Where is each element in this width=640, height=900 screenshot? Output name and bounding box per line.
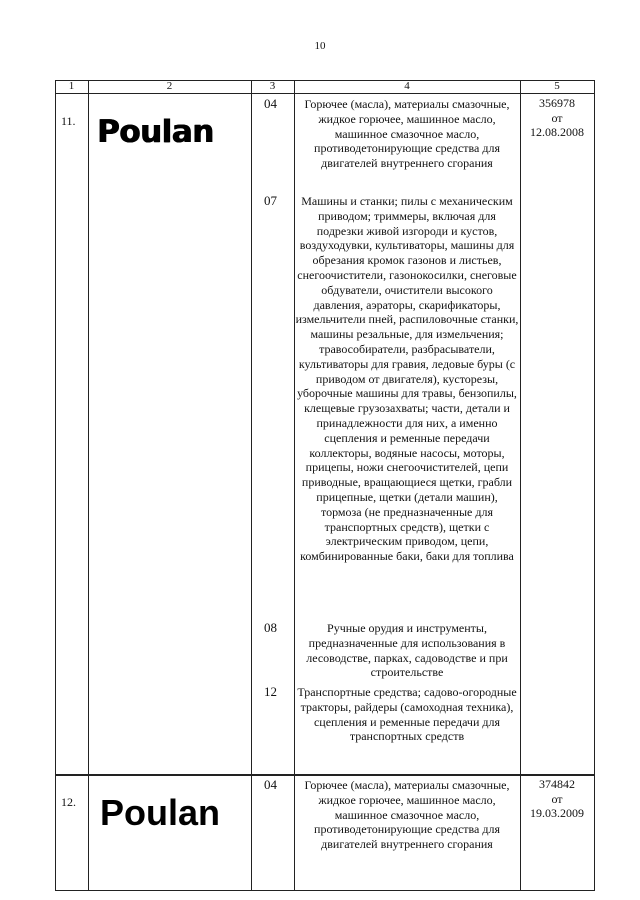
registration-from: от	[551, 791, 563, 806]
header-bottom-border	[55, 93, 595, 94]
class-code: 04	[264, 96, 277, 111]
column-header: 5	[554, 80, 560, 92]
registration-from: от	[551, 110, 563, 125]
table-bottom-border	[55, 890, 595, 891]
class-code: 07	[264, 193, 277, 208]
page-number: 10	[314, 40, 326, 52]
col-border	[251, 80, 252, 891]
registration-info	[521, 777, 593, 821]
poulan-logo: Poulan	[97, 114, 214, 150]
class-code: 08	[264, 620, 277, 635]
row-separator	[55, 774, 595, 776]
trademark-table	[55, 80, 595, 891]
col-border	[88, 80, 89, 891]
column-header: 3	[269, 80, 276, 92]
column-header: 4	[404, 80, 410, 92]
goods-description: Горючее (масла), материалы смазочные, жидкое горючее, машинное масло, машинное смазочное масло, противодетонирующие средства для двигателей внутреннего сгорания	[304, 97, 510, 171]
goods-description: Транспортные средства; садово-огородные тракторы, райдеры (самоходная техника), сцепления и ременные передачи для транспортных средств	[297, 685, 517, 744]
registration-number: 374842	[539, 777, 575, 791]
goods-description: Горючее (масла), материалы смазочные, жидкое горючее, машинное масло, машинное смазочное масло, противодетонирующие средства для двигателей внутреннего сгорания	[304, 778, 510, 852]
class-code: 12	[264, 684, 277, 699]
registration-date: 19.03.2009	[530, 806, 584, 821]
col-border	[520, 80, 521, 891]
class-code: 04	[264, 777, 277, 792]
row-number: 12.	[61, 795, 76, 809]
registration-info	[521, 96, 593, 140]
col-border	[55, 80, 56, 891]
registration-date: 12.08.2008	[530, 125, 584, 140]
column-header: 2	[166, 80, 173, 92]
goods-description: Машины и станки; пилы с механическим приводом; триммеры, включая для подрезки живой изгороди и кустов, воздуходувки, культиваторы, машины для обрезания кромок газонов и листьев, снегоочистители, газонокосилки, снеговые обдуватели, очистители высокого давления, аэраторы, скарификаторы, измельчители пней, распиловочные станки, машины резальные, для измельчения; травособиратели, разбрасыватели, культиваторы для гравия, ледовые буры (с приводом от двигателя), кусторезы, уборочные машины для травы, бензопилы, клещевые грузозахваты; части, детали и принадлежности для них, а именно сцепления и ременные передачи коллекторы, водяные насосы, моторы, прицепы, ножи снегоочистителей, цепи приводные, вращающиеся щетки, грабли прицепные, щетки (детали машин), тормоза (не предназначенные для транспортных средств), щетки с электрическим приводом, цепи, комбинированные баки, баки для топлива	[295, 194, 519, 564]
row-number: 11.	[61, 114, 76, 128]
goods-description: Ручные орудия и инструменты, предназначенные для использования в лесоводстве, парках, садоводстве и при строительстве	[306, 621, 508, 680]
poulan-logo: Poulan	[100, 792, 221, 833]
registration-number: 356978	[539, 96, 575, 110]
column-header: 1	[68, 80, 75, 92]
col-border	[594, 80, 595, 891]
